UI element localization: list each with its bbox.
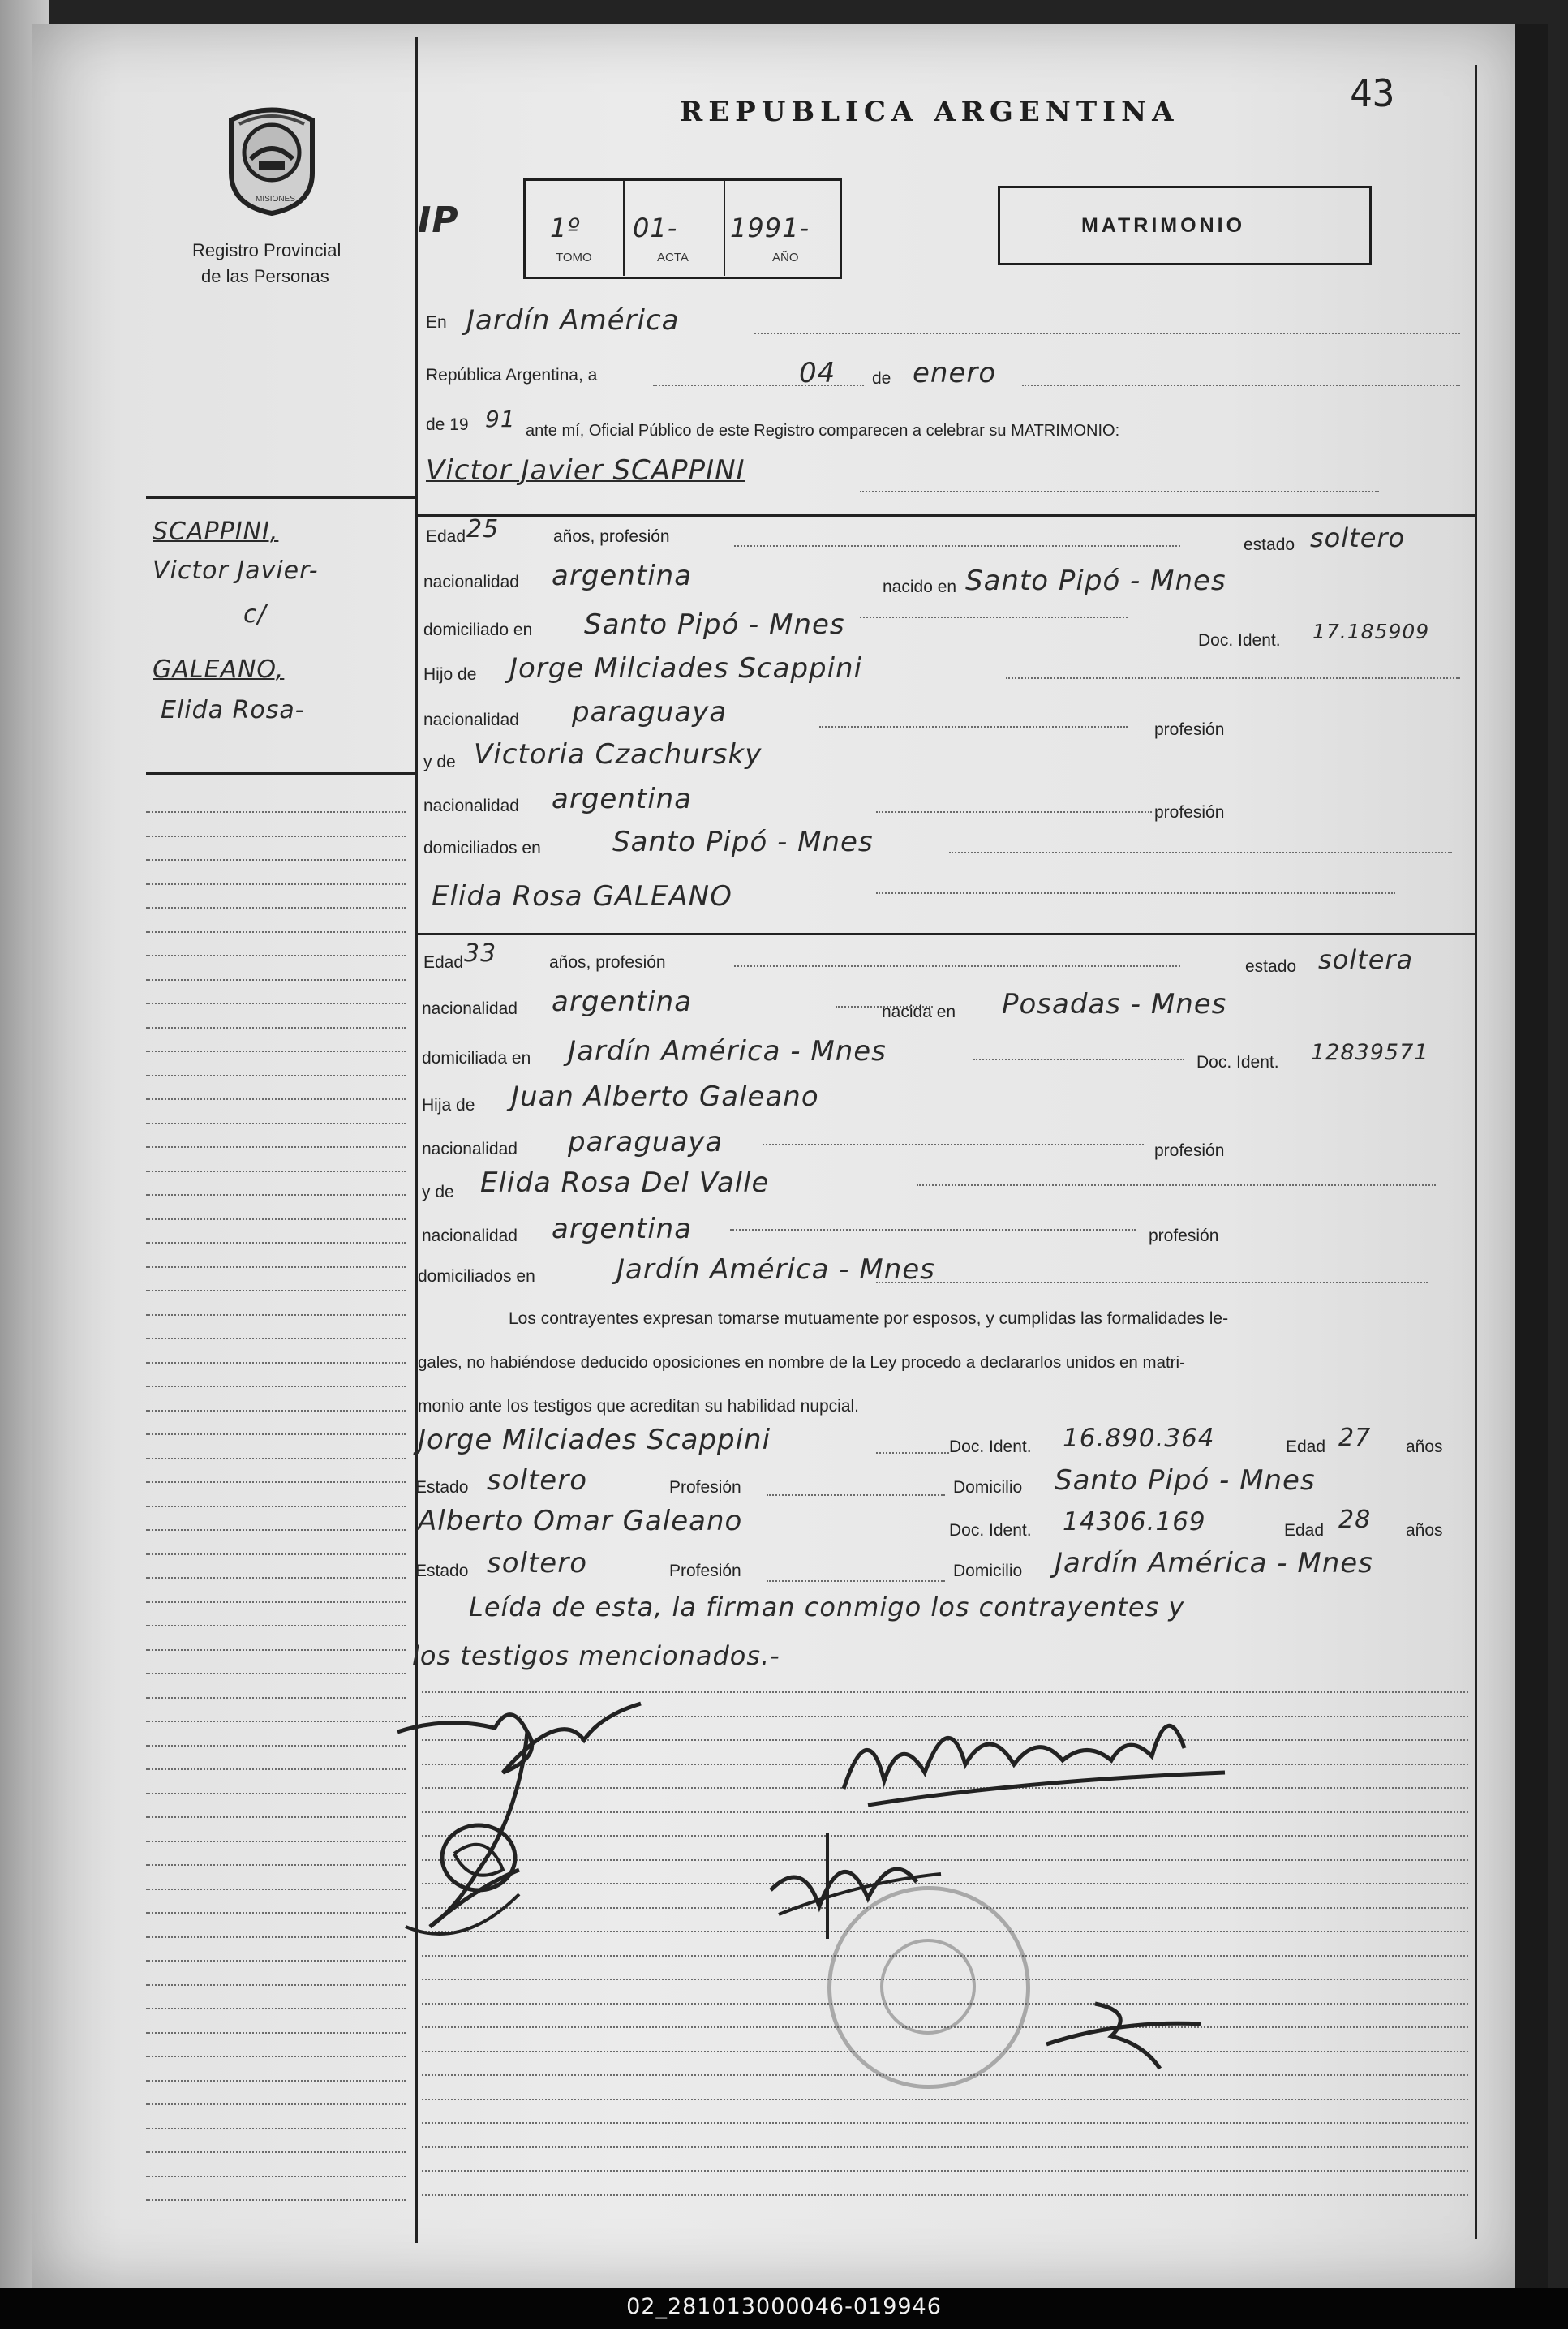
margin-ruled-line xyxy=(146,1553,406,1555)
bride-mother-nat-label: nacionalidad xyxy=(422,1227,518,1245)
field-ruled-line xyxy=(767,1580,945,1582)
bride-father-nat-label: nacionalidad xyxy=(422,1140,518,1158)
margin-ruled-line xyxy=(146,1577,406,1579)
page-number: 43 xyxy=(1350,71,1395,115)
dots-groom-prof xyxy=(734,545,1180,547)
body-ruled-line xyxy=(422,2146,1468,2148)
groom-birthplace: Santo Pipó - Mnes xyxy=(965,565,1226,597)
margin-ruled-line xyxy=(146,859,406,861)
field-ruled-line xyxy=(949,852,1452,853)
groom-mother-profesion-label: profesión xyxy=(1154,803,1225,822)
field-ruled-line xyxy=(973,1059,1184,1060)
margin-ruled-line xyxy=(146,1027,406,1029)
dots-place xyxy=(754,333,1460,334)
body-ruled-line xyxy=(422,2170,1468,2172)
margin-ruled-line xyxy=(146,2199,406,2201)
bride-nacionalidad-label: nacionalidad xyxy=(422,999,518,1018)
witness2-age: 28 xyxy=(1338,1506,1372,1534)
bride-nationality: argentina xyxy=(552,986,693,1018)
groom-father-profesion-label: profesión xyxy=(1154,720,1225,739)
dots-month xyxy=(1022,385,1460,386)
margin-ruled-line xyxy=(146,1936,406,1938)
field-ruled-line xyxy=(734,965,1180,967)
bride-parents-domicile: Jardín América - Mnes xyxy=(616,1253,935,1286)
country-title: REPUBLICA ARGENTINA xyxy=(680,96,1179,128)
margin-ruled-line xyxy=(146,1410,406,1412)
bride-mother-nationality: argentina xyxy=(552,1213,693,1245)
margin-ruled-line xyxy=(146,1529,406,1531)
margin-ruled-line xyxy=(146,907,406,909)
year-prefix: de 19 xyxy=(426,415,469,434)
margin-ruled-line xyxy=(146,1003,406,1004)
witness2-estado: soltero xyxy=(487,1547,587,1579)
margin-note-line3: c/ xyxy=(243,600,267,629)
official-stamp-inner xyxy=(880,1939,976,2035)
witness2-doc-label: Doc. Ident. xyxy=(949,1521,1032,1540)
margin-ruled-line xyxy=(146,1745,406,1747)
witness1-anos-label: años xyxy=(1406,1437,1443,1456)
groom-domiciliado-label: domiciliado en xyxy=(423,621,533,639)
bride-nacida-label: nacida en xyxy=(882,1003,956,1021)
groom-estado-label: estado xyxy=(1244,535,1295,554)
bride-estado-label: estado xyxy=(1245,957,1297,976)
groom-mother: Victoria Czachursky xyxy=(474,738,763,771)
margin-ruled-line xyxy=(146,1601,406,1603)
section-rule-bride xyxy=(415,933,1476,935)
year-suffix: 91 xyxy=(485,406,516,432)
witness1-profesion-label: Profesión xyxy=(669,1478,741,1497)
margin-ruled-line xyxy=(146,1290,406,1291)
margin-ruled-line xyxy=(146,1625,406,1626)
witness1-age: 27 xyxy=(1338,1424,1372,1452)
bride-hija-label: Hija de xyxy=(422,1096,475,1115)
margin-top-rule xyxy=(146,496,415,499)
margin-ruled-line xyxy=(146,1386,406,1387)
republica-label: República Argentina, a xyxy=(426,366,598,385)
witness2-domicilio-label: Domicilio xyxy=(953,1562,1023,1580)
margin-note-line2: Victor Javier- xyxy=(153,556,319,585)
field-ruled-line xyxy=(876,1452,949,1454)
margin-ruled-line xyxy=(146,2176,406,2177)
binding-edge xyxy=(1515,24,1548,2288)
margin-mark: IP xyxy=(418,200,459,241)
margin-note-bottom-rule xyxy=(146,772,415,775)
witness2-doc: 14306.169 xyxy=(1063,1507,1206,1536)
margin-ruled-line xyxy=(146,1266,406,1268)
field-ruled-line xyxy=(1006,677,1460,679)
witness1-estado-label: Estado xyxy=(415,1478,469,1497)
marriage-day: 04 xyxy=(799,357,836,389)
field-ruled-line xyxy=(819,726,1128,728)
anio-label: AÑO xyxy=(772,251,799,264)
margin-ruled-line xyxy=(146,1338,406,1339)
final-note-line1: Leída de esta, la firman conmigo los contrayentes y xyxy=(469,1592,1185,1622)
scan-id: 02_281013000046-019946 xyxy=(626,2294,942,2319)
groom-nationality: argentina xyxy=(552,560,693,592)
margin-ruled-line xyxy=(146,836,406,837)
field-ruled-line xyxy=(860,617,1128,618)
right-rule xyxy=(1475,65,1477,2239)
bride-y-de-label: y de xyxy=(422,1183,454,1201)
margin-ruled-line xyxy=(146,1146,406,1148)
de-label: de xyxy=(872,369,891,388)
margin-ruled-line xyxy=(146,2128,406,2129)
witness2-edad-label: Edad xyxy=(1284,1521,1325,1540)
groom-father-nationality: paraguaya xyxy=(572,696,728,728)
margin-ruled-line xyxy=(146,1481,406,1483)
margin-ruled-line xyxy=(146,979,406,981)
margin-ruled-line xyxy=(146,1673,406,1674)
tomo-value: 1º xyxy=(550,213,581,243)
margin-ruled-line xyxy=(146,811,406,813)
margin-ruled-line xyxy=(146,955,406,956)
witness1-domicile: Santo Pipó - Mnes xyxy=(1055,1464,1316,1497)
margin-ruled-line xyxy=(146,1506,406,1507)
declaration: ante mí, Oficial Público de este Registro comparecen a celebrar su MATRIMONIO: xyxy=(526,422,1120,440)
groom-mother-nationality: argentina xyxy=(552,783,693,815)
margin-ruled-line xyxy=(146,2056,406,2057)
box-divider-1 xyxy=(623,180,625,276)
field-ruled-line xyxy=(876,892,1395,894)
margin-ruled-line xyxy=(146,1098,406,1100)
groom-nacionalidad-label: nacionalidad xyxy=(423,573,519,591)
bride-domiciliada-label: domiciliada en xyxy=(422,1049,531,1068)
groom-hijo-label: Hijo de xyxy=(423,665,477,684)
margin-ruled-line xyxy=(146,1218,406,1220)
body-ruled-line xyxy=(422,2122,1468,2124)
document-page xyxy=(32,24,1521,2288)
field-ruled-line xyxy=(767,1494,945,1496)
margin-ruled-line xyxy=(146,1314,406,1316)
field-ruled-line xyxy=(730,1229,1136,1231)
bride-anos-profesion: años, profesión xyxy=(549,953,666,972)
groom-age: 25 xyxy=(466,515,500,544)
witness1-doc: 16.890.364 xyxy=(1063,1424,1215,1453)
margin-ruled-line xyxy=(146,2008,406,2009)
margin-ruled-line xyxy=(146,1458,406,1459)
groom-domicile: Santo Pipó - Mnes xyxy=(584,608,845,641)
anio-value: 1991- xyxy=(730,213,810,243)
groom-anos-profesion: años, profesión xyxy=(553,527,670,546)
groom-domiciliados-label: domiciliados en xyxy=(423,839,541,857)
witness2-domicile: Jardín América - Mnes xyxy=(1055,1547,1373,1579)
bride-mother: Elida Rosa Del Valle xyxy=(480,1167,770,1199)
margin-ruled-line xyxy=(146,2032,406,2034)
marriage-month: enero xyxy=(913,357,997,389)
field-ruled-line xyxy=(876,1282,1428,1283)
groom-father: Jorge Milciades Scappini xyxy=(509,652,863,685)
margin-ruled-line xyxy=(146,1889,406,1890)
margin-ruled-line xyxy=(146,1864,406,1866)
groom-doc-label: Doc. Ident. xyxy=(1198,631,1281,650)
groom-edad-label: Edad xyxy=(426,527,466,546)
margin-note-line4: GALEANO, xyxy=(153,655,285,684)
margin-ruled-line xyxy=(146,2080,406,2082)
witness1-doc-label: Doc. Ident. xyxy=(949,1437,1032,1456)
section-rule-groom xyxy=(415,514,1476,517)
signature-official xyxy=(819,1683,1241,1821)
registry-line2: de las Personas xyxy=(201,266,329,286)
groom-doc: 17.185909 xyxy=(1312,620,1430,643)
act-type: MATRIMONIO xyxy=(1081,214,1246,237)
tomo-label: TOMO xyxy=(556,251,592,264)
margin-ruled-line xyxy=(146,1123,406,1124)
body-ruled-line xyxy=(422,2194,1468,2196)
bride-mother-profesion-label: profesión xyxy=(1149,1227,1219,1245)
groom-mother-nat-label: nacionalidad xyxy=(423,797,519,815)
witness2-name: Alberto Omar Galeano xyxy=(418,1505,743,1537)
bride-father-nationality: paraguaya xyxy=(568,1126,724,1158)
groom-father-nat-label: nacionalidad xyxy=(423,711,519,729)
margin-ruled-line xyxy=(146,1816,406,1818)
margin-ruled-line xyxy=(146,1721,406,1722)
bride-age: 33 xyxy=(464,939,497,968)
marriage-place: Jardín América xyxy=(466,304,680,337)
groom-estado: soltero xyxy=(1310,522,1406,553)
groom-y-de-label: y de xyxy=(423,753,456,771)
margin-ruled-line xyxy=(146,1362,406,1364)
margin-ruled-line xyxy=(146,2151,406,2153)
signature-groom xyxy=(381,1683,689,1951)
margin-ruled-line xyxy=(146,1242,406,1244)
margin-ruled-line xyxy=(146,2103,406,2105)
witness1-estado: soltero xyxy=(487,1464,587,1497)
margin-ruled-line xyxy=(146,1912,406,1914)
bride-estado: soltera xyxy=(1318,944,1414,975)
margin-ruled-line xyxy=(146,1984,406,1986)
bride-name: Elida Rosa GALEANO xyxy=(432,880,732,913)
margin-ruled-line xyxy=(146,1793,406,1794)
field-ruled-line xyxy=(763,1144,1144,1145)
field-ruled-line xyxy=(917,1184,1436,1186)
bride-birthplace: Posadas - Mnes xyxy=(1002,988,1227,1021)
bride-doc-label: Doc. Ident. xyxy=(1196,1053,1279,1072)
margin-ruled-line xyxy=(146,1433,406,1435)
dots-groom-name xyxy=(860,491,1379,492)
acta-value: 01- xyxy=(633,213,678,243)
margin-note-line1: SCAPPINI, xyxy=(153,518,279,546)
margin-ruled-line xyxy=(146,1768,406,1770)
en-label: En xyxy=(426,313,447,332)
witness2-anos-label: años xyxy=(1406,1521,1443,1540)
bride-father: Juan Alberto Galeano xyxy=(511,1081,819,1113)
initials-mark xyxy=(1038,1987,1217,2077)
margin-ruled-line xyxy=(146,931,406,933)
seal-text: MISIONES xyxy=(256,195,295,204)
margin-ruled-line xyxy=(146,1960,406,1962)
groom-parents-domicile: Santo Pipó - Mnes xyxy=(612,826,874,858)
margin-ruled-line xyxy=(146,1194,406,1196)
margin-ruled-line xyxy=(146,1841,406,1842)
closing-line2: gales, no habiéndose deducido oposiciones en nombre de la Ley procedo a declararlos unidos en matri- xyxy=(418,1353,1185,1372)
closing-line3: monio ante los testigos que acreditan su habilidad nupcial. xyxy=(418,1397,860,1416)
margin-ruled-line xyxy=(146,1171,406,1172)
margin-ruled-line xyxy=(146,1697,406,1699)
field-ruled-line xyxy=(876,811,1152,813)
bride-domicile: Jardín América - Mnes xyxy=(568,1035,887,1068)
groom-name: Victor Javier SCAPPINI xyxy=(426,454,745,487)
bride-domiciliados-label: domiciliados en xyxy=(418,1267,535,1286)
box-divider-2 xyxy=(724,180,725,276)
witness1-domicilio-label: Domicilio xyxy=(953,1478,1023,1497)
body-ruled-line xyxy=(422,2099,1468,2100)
witness2-estado-label: Estado xyxy=(415,1562,469,1580)
acta-label: ACTA xyxy=(657,251,689,264)
groom-nacido-label: nacido en xyxy=(883,578,957,596)
bride-father-profesion-label: profesión xyxy=(1154,1141,1225,1160)
margin-ruled-line xyxy=(146,1649,406,1651)
final-note-line2: los testigos mencionados.- xyxy=(412,1640,780,1671)
bride-edad-label: Edad xyxy=(423,953,464,972)
witness1-edad-label: Edad xyxy=(1286,1437,1326,1456)
registry-line1: Registro Provincial xyxy=(192,240,342,260)
margin-ruled-line xyxy=(146,1075,406,1076)
margin-note-line5: Elida Rosa- xyxy=(161,696,305,724)
witness2-profesion-label: Profesión xyxy=(669,1562,741,1580)
margin-ruled-line xyxy=(146,1051,406,1052)
witness1-name: Jorge Milciades Scappini xyxy=(418,1424,771,1456)
bride-doc: 12839571 xyxy=(1311,1040,1429,1065)
margin-ruled-line xyxy=(146,883,406,885)
closing-line1: Los contrayentes expresan tomarse mutuamente por esposos, y cumplidas las formalidades le- xyxy=(509,1309,1229,1328)
